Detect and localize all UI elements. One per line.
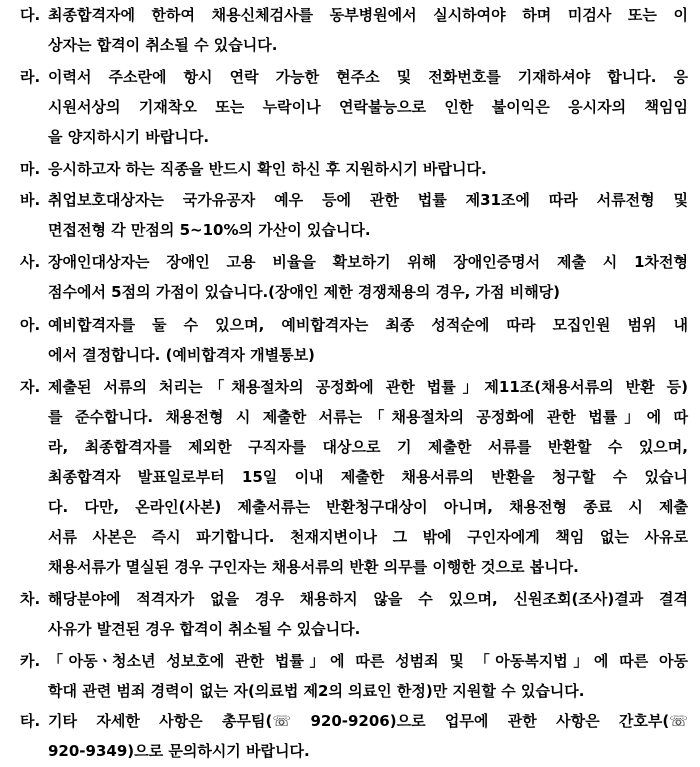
notice-item-ra xyxy=(20,62,688,152)
item-marker: 타. xyxy=(20,712,41,730)
item-marker: 라. xyxy=(20,68,41,86)
item-marker: 차. xyxy=(20,590,41,608)
item-line: 채용서류가 멸실된 경우 구인자는 채용서류의 반환 의무를 이행한 것으로 봅니다. xyxy=(48,558,579,576)
item-line: 920-9349)으로 문의하시기 바랍니다. xyxy=(48,742,310,760)
item-line: 상자는 합격이 취소될 수 있습니다. xyxy=(48,36,278,54)
item-line: 해당분야에 적격자가 없을 경우 채용하지 않을 수 있으며, 신원조회(조사)결과 결격 xyxy=(48,590,688,608)
notice-item-ja xyxy=(20,372,688,582)
item-line: 라, 최종합격자를 제외한 구직자를 대상으로 기 제출한 서류를 반환할 수 있으며, xyxy=(48,438,688,456)
item-marker: 카. xyxy=(20,652,41,670)
item-line: 면접전형 각 만점의 5~10%의 가산이 있습니다. xyxy=(48,221,371,239)
item-line: 이력서 주소란에 항시 연락 가능한 현주소 및 전화번호를 기재하셔야 합니다. 응 xyxy=(48,68,688,86)
item-line: 점수에서 5점의 가점이 있습니다.(장애인 제한 경쟁채용의 경우, 가점 비해당) xyxy=(48,283,561,301)
item-marker: 사. xyxy=(20,253,41,271)
item-line: 예비합격자를 둘 수 있으며, 예비합격자는 최종 성적순에 따라 모집인원 범위 내 xyxy=(48,316,688,334)
item-line: 제출된 서류의 처리는「채용절차의 공정화에 관한 법률」제11조(채용서류의 반환 등) xyxy=(48,378,688,396)
item-line: 취업보호대상자는 국가유공자 예우 등에 관한 법률 제31조에 따라 서류전형 및 xyxy=(48,191,688,209)
item-line: 시원서상의 기재착오 또는 누락이나 연락불능으로 인한 불이익은 응시자의 책임임 xyxy=(48,98,688,116)
notice-item-a xyxy=(20,310,688,370)
item-marker: 자. xyxy=(20,378,41,396)
item-line: 서류 사본은 즉시 파기합니다. 천재지변이나 그 밖에 구인자에게 책임 없는 사유로 xyxy=(48,528,688,546)
item-line: 를 준수합니다. 채용전형 시 제출한 서류는「채용절차의 공정화에 관한 법률」에 따 xyxy=(48,408,688,426)
item-line: 최종합격자 발표일로부터 15일 이내 제출한 채용서류의 반환을 청구할 수 있습니 xyxy=(48,468,688,486)
item-line: 응시하고자 하는 직종을 반드시 확인 하신 후 지원하시기 바랍니다. xyxy=(48,160,487,178)
item-line: 최종합격자에 한하여 채용신체검사를 동부병원에서 실시하여야 하며 미검사 또는 이 xyxy=(48,6,688,24)
item-marker: 아. xyxy=(20,316,41,334)
item-line: 에서 결정합니다. (예비합격자 개별통보) xyxy=(48,346,315,364)
notice-item-da xyxy=(20,0,688,60)
notice-item-ma xyxy=(20,154,688,184)
item-line: 장애인대상자는 장애인 고용 비율을 확보하기 위해 장애인증명서 제출 시 1차전형 xyxy=(48,253,688,271)
notice-item-cha xyxy=(20,584,688,644)
notice-item-ba xyxy=(20,185,688,245)
item-line: 다. 다만, 온라인(사본) 제출서류는 반환청구대상이 아니며, 채용전형 종료 시 제출 xyxy=(48,498,688,516)
item-marker: 바. xyxy=(20,191,41,209)
item-marker: 다. xyxy=(20,6,41,24)
item-line: 을 양지하시기 바랍니다. xyxy=(48,128,210,146)
notice-item-ta xyxy=(20,706,688,766)
item-line: 학대 관련 범죄 경력이 없는 자(의료법 제2의 의료인 한정)만 지원할 수 있습니다. xyxy=(48,682,585,700)
item-marker: 마. xyxy=(20,160,41,178)
item-line: 「아동ㆍ청소년 성보호에 관한 법률」에 따른 성범죄 및 「아동복지법」에 따른 아동 xyxy=(48,652,688,670)
notice-item-sa xyxy=(20,247,688,307)
item-line: 사유가 발견된 경우 합격이 취소될 수 있습니다. xyxy=(48,620,361,638)
notice-item-ka xyxy=(20,646,688,706)
item-line: 기타 자세한 사항은 총무팀(☏ 920-9206)으로 업무에 관한 사항은 간호부(☏ xyxy=(48,712,688,730)
